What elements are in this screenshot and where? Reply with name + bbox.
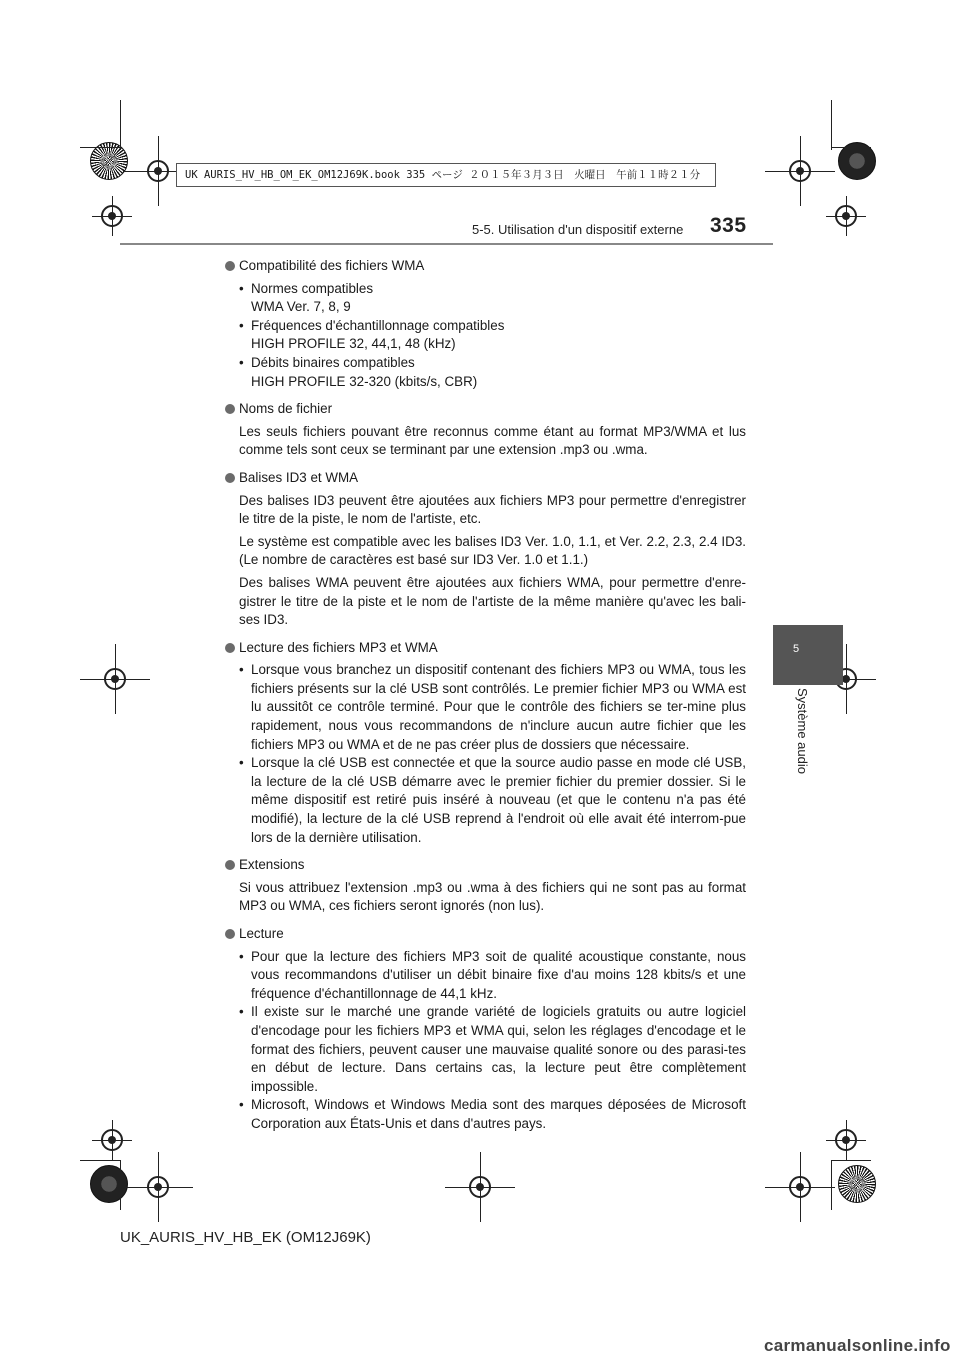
list-item — [239, 354, 746, 391]
list-item-text: Débits binaires compatibles — [251, 354, 415, 370]
chapter-tab — [773, 625, 843, 685]
section-heading-text: Lecture des fichiers MP3 et WMA — [239, 639, 438, 655]
section-heading-text: Lecture — [239, 926, 284, 941]
paragraph: Des balises WMA peuvent être ajoutées aux fichiers WMA, pour permettre d'enre-gistrer le titre de la piste et le nom de l'artiste de la même manière qu'avec les bali-ses ID3. — [239, 574, 746, 628]
list-bullet-icon: • — [239, 317, 244, 333]
paragraph: Les seuls fichiers pouvant être reconnus comme étant au format MP3/WMA et lus comme tels sont ceux se terminant par une extension .mp3 ou .wma. — [239, 423, 746, 458]
section-heading — [225, 925, 746, 944]
section-heading — [225, 856, 746, 875]
list-item-text: Pour que la lecture des fichiers MP3 soit de qualité acoustique constante, nous vous recommandons d'utiliser un débit binaire fixe d'au moins 128 kbits/s et une fréquence d'échantillonnage de 44,1 kHz. — [251, 948, 746, 1001]
list-item — [239, 948, 746, 1004]
section-heading — [225, 257, 746, 276]
list-bullet-icon: • — [239, 662, 244, 678]
bullet-icon — [225, 473, 235, 483]
list-item-text: Lorsque vous branchez un dispositif contenant des fichiers MP3 ou WMA, tous les fichiers présents sur la clé USB sont contrôlés. Le premier fichier MP3 ou WMA est lu aussitôt ce contrôle terminé. Pour que le contrôle des fichiers se ter-mine plus rapidement, nous vous recommandons de n'inclure aucun autre fichier que les fichiers MP3 ou WMA et de ne pas créer plus de dossiers que nécessaire. — [251, 662, 746, 752]
bullet-icon — [225, 929, 235, 939]
bullet-icon — [225, 643, 235, 653]
paragraph: Le système est compatible avec les balises ID3 Ver. 1.0, 1.1, et Ver. 2.2, 2.3, 2.4 ID3. (Le nombre de caractères est basé sur ID3 Ver. 1.0 et 1.1.) — [239, 533, 746, 568]
list-item-text: Il existe sur le marché une grande variété de logiciels gratuits ou autre logiciel d'encodage pour les fichiers MP3 et WMA qui, selon les réglages d'encodage et le format des fichiers, peuvent causer une mauvaise qualité sonore ou des parasi-tes en début de lecture. Dans certains cas, la lecture peut être complètement impossible. — [251, 1004, 746, 1094]
section-heading — [225, 469, 746, 488]
list-item — [239, 1096, 746, 1133]
section-heading-text: Noms de fichier — [239, 401, 333, 417]
bullet-icon — [225, 261, 235, 271]
list-item-value: HIGH PROFILE 32, 44,1, 48 (kHz) — [251, 336, 456, 352]
list-item — [239, 317, 746, 354]
paragraph: Si vous attribuez l'extension .mp3 ou .wma à des fichiers qui ne sont pas au format MP3 ou WMA, ces fichiers seront ignorés (non lus). — [239, 879, 746, 914]
document-code: UK_AURIS_HV_HB_EK (OM12J69K) — [120, 1229, 371, 1246]
print-stamp: UK AURIS_HV_HB_OM_EK_OM12J69K.book 335 ページ ２０１５年３月３日 火曜日 午前１１時２１分 — [176, 163, 716, 187]
list-bullet-icon: • — [239, 1097, 244, 1113]
chapter-label-text: Système audio — [795, 688, 810, 774]
list-item — [239, 661, 746, 754]
list-item — [239, 754, 746, 847]
list-item-value: HIGH PROFILE 32-320 (kbits/s, CBR) — [251, 373, 478, 389]
list-item-value: WMA Ver. 7, 8, 9 — [251, 299, 351, 315]
color-wheel-icon — [838, 1165, 876, 1203]
section-heading-text: Compatibilité des fichiers WMA — [239, 258, 425, 273]
header-divider — [120, 243, 773, 245]
list-bullet-icon: • — [239, 1004, 244, 1020]
list-bullet-icon: • — [239, 948, 244, 964]
bullet-icon — [225, 860, 235, 870]
list-item-text: Lorsque la clé USB est connectée et que la source audio passe en mode clé USB, la lecture de la clé USB démarre avec le premier fichier du premier dossier. Si le même dispositif est retiré puis inséré à nouveau (et que le contenu n'a pas été modifié), la lecture de la clé USB reprend à l'endroit où elle avait été interrom-pue lors de la dernière utilisation. — [251, 755, 746, 845]
color-wheel-icon — [90, 1165, 128, 1203]
chapter-number: 5 — [793, 643, 800, 655]
main-content — [225, 254, 746, 1140]
list-bullet-icon: • — [239, 354, 244, 370]
list-item — [239, 1003, 746, 1096]
section-heading — [225, 400, 746, 419]
bullet-icon — [225, 404, 235, 414]
list-bullet-icon: • — [239, 280, 244, 296]
list-item-text: Normes compatibles — [251, 280, 374, 296]
bullet-list — [225, 948, 746, 1134]
section-heading — [225, 639, 746, 658]
section-heading-text: Balises ID3 et WMA — [239, 469, 359, 485]
section-heading-text: Extensions — [239, 857, 305, 873]
list-item-text: Fréquences d'échantillonnage compatibles — [251, 317, 505, 333]
list-bullet-icon: • — [239, 755, 244, 771]
list-item — [239, 280, 746, 317]
chapter-label — [796, 688, 810, 788]
bullet-list — [225, 661, 746, 847]
bullet-list — [225, 280, 746, 392]
paragraph: Des balises ID3 peuvent être ajoutées aux fichiers MP3 pour permettre d'enregistrer le titre de la piste, le nom de l'artiste, etc. — [239, 492, 746, 527]
watermark: carmanualsonline.info — [764, 1336, 951, 1355]
page-number: 335 — [710, 214, 747, 237]
list-item-text: Microsoft, Windows et Windows Media sont des marques déposées de Microsoft Corporation aux États-Unis et dans d'autres pays. — [251, 1097, 746, 1131]
section-title: 5-5. Utilisation d'un dispositif externe — [472, 222, 684, 237]
